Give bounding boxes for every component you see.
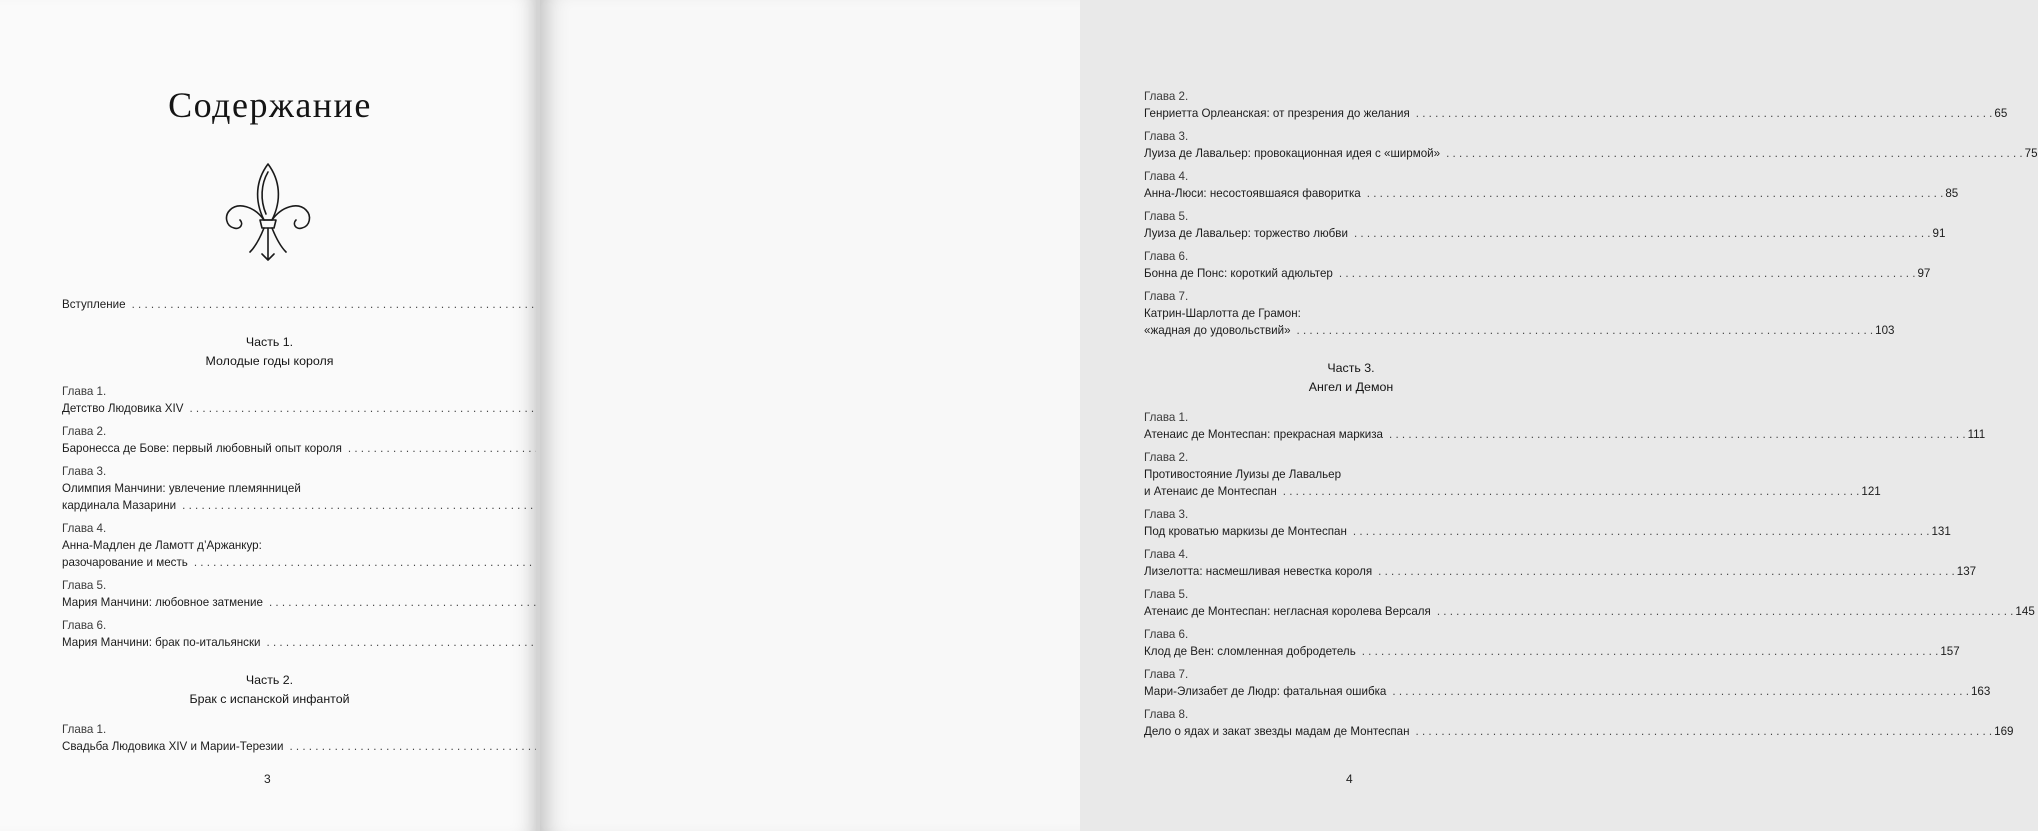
chapter-label: Глава 7. (1144, 290, 1189, 303)
chapter-label: Глава 5. (1144, 588, 1189, 601)
part-label: Часть 3. (1327, 361, 1375, 375)
entry-title: Анна-Люси: несостоявшаяся фаворитка (1144, 187, 1361, 200)
toc-entry[interactable] (62, 463, 477, 514)
toc-entry[interactable] (1144, 626, 1960, 660)
part-heading (62, 333, 477, 371)
part-label: Часть 1. (245, 335, 294, 349)
chapter-label: Глава 1. (62, 385, 107, 398)
chapter-label: Глава 2. (1144, 451, 1189, 464)
page-ref: 163 (1970, 685, 1991, 698)
entry-title: Клод де Вен: сломленная добродетель (1144, 645, 1356, 658)
toc-left (62, 296, 477, 761)
chapter-label: Глава 3. (62, 465, 107, 478)
chapter-label: Глава 4. (62, 522, 107, 535)
toc-right (1144, 88, 2038, 746)
chapter-label: Глава 4. (1144, 170, 1189, 183)
toc-entry[interactable] (1144, 409, 1986, 443)
right-page (540, 0, 2038, 831)
toc-entry[interactable] (1144, 586, 2035, 620)
fleur-de-lis-icon (220, 160, 316, 264)
page-ref: 97 (1917, 267, 1931, 280)
dot-leader (1283, 483, 1860, 500)
part-label: Часть 2. (245, 673, 294, 687)
page-ref: 85 (1945, 187, 1959, 200)
part-title: Брак с испанской инфантой (189, 692, 350, 706)
dot-leader (1354, 225, 1931, 242)
entry-title: Мария Манчини: любовное затмение (62, 596, 263, 609)
page-ref: 91 (1932, 227, 1946, 240)
toc-entry[interactable] (62, 520, 477, 571)
chapter-label: Глава 6. (62, 619, 107, 632)
chapter-label: Глава 2. (62, 425, 107, 438)
entry-title: Мария Манчини: брак по-итальянски (62, 636, 261, 649)
toc-entry[interactable] (62, 617, 477, 651)
chapter-label: Глава 2. (1144, 90, 1189, 103)
dot-leader (1392, 683, 1969, 700)
page-ref: 75 (2024, 147, 2038, 160)
entry-title: разочарование и месть (62, 556, 188, 569)
toc-entry[interactable] (1144, 288, 1895, 339)
toc-entry[interactable] (1144, 208, 1946, 242)
part-heading (62, 671, 477, 709)
dot-leader (1378, 563, 1955, 580)
entry-title: Противостояние Луизы де Лавальер (1144, 468, 1342, 481)
entry-title: Свадьба Людовика XIV и Марии-Терезии (62, 740, 284, 753)
left-page (0, 0, 536, 831)
chapter-label: Глава 1. (62, 723, 107, 736)
entry-title: Атенаис де Монтеспан: негласная королева Версаля (1144, 605, 1431, 618)
entry-title: Катрин-Шарлотта де Грамон: (1144, 307, 1301, 320)
page-number: 4 (1346, 772, 1353, 786)
page-ref: 103 (1875, 324, 1895, 337)
entry-title: Генриетта Орлеанская: от презрения до желания (1144, 107, 1410, 120)
entry-title: Мари-Элизабет де Людр: фатальная ошибка (1144, 685, 1387, 698)
dot-leader (1353, 523, 1930, 540)
chapter-label: Глава 1. (1144, 411, 1189, 424)
chapter-label: Глава 7. (1144, 668, 1189, 681)
page-ref: 137 (1956, 565, 1977, 578)
entry-title: «жадная до удовольствий» (1144, 324, 1291, 337)
toc-entry[interactable] (62, 383, 477, 417)
chapter-label: Глава 8. (1144, 708, 1189, 721)
chapter-label: Глава 4. (1144, 548, 1189, 561)
toc-entry[interactable] (1144, 449, 1881, 500)
page-ref: 145 (2015, 605, 2035, 618)
dot-leader (1446, 145, 2023, 162)
part-heading (1144, 359, 1558, 397)
page-ref: 111 (1967, 428, 1986, 441)
dot-leader (1362, 643, 1939, 660)
entry-title: Анна-Мадлен де Ламотт д’Аржанкур: (62, 539, 262, 552)
dot-leader (1367, 185, 1944, 202)
page-title: Содержание (168, 85, 372, 125)
page-ref: 157 (1940, 645, 1960, 658)
toc-entry[interactable] (1144, 666, 1991, 700)
entry-title: Луиза де Лавальер: торжество любви (1144, 227, 1348, 240)
dot-leader (1389, 426, 1966, 443)
entry-title: Бонна де Понс: короткий адюльтер (1144, 267, 1333, 280)
toc-entry[interactable] (1144, 248, 1931, 282)
toc-entry[interactable] (1144, 88, 2008, 122)
chapter-label: Глава 3. (1144, 508, 1189, 521)
toc-entry[interactable] (1144, 706, 2014, 740)
toc-entry[interactable] (1144, 128, 2038, 162)
toc-entry[interactable] (1144, 546, 1977, 580)
dot-leader (1297, 322, 1874, 339)
toc-entry[interactable] (62, 577, 477, 611)
page-ref: 131 (1931, 525, 1951, 538)
entry-title: Луиза де Лавальер: провокационная идея с «ширмой» (1144, 147, 1441, 160)
dot-leader (1339, 265, 1916, 282)
part-title: Молодые годы короля (205, 354, 334, 368)
entry-title: Детство Людовика XIV (62, 402, 184, 415)
entry-title: Атенаис де Монтеспан: прекрасная маркиза (1144, 428, 1383, 441)
entry-title: Баронесса де Бове: первый любовный опыт короля (62, 442, 342, 455)
page-ref: 169 (1994, 725, 2014, 738)
chapter-label: Глава 5. (62, 579, 107, 592)
entry-title: Дело о ядах и закат звезды мадам де Монтеспан (1144, 725, 1410, 738)
toc-entry-intro[interactable] (62, 296, 477, 313)
toc-entry[interactable] (1144, 168, 1959, 202)
entry-title: Олимпия Манчини: увлечение племянницей (62, 482, 301, 495)
dot-leader (1437, 603, 2014, 620)
page-number: 3 (264, 772, 271, 786)
chapter-label: Глава 5. (1144, 210, 1189, 223)
toc-entry[interactable] (1144, 506, 1951, 540)
part-title: Ангел и Демон (1308, 380, 1394, 394)
chapter-label: Глава 6. (1144, 250, 1189, 263)
entry-title: и Атенаис де Монтеспан (1144, 485, 1277, 498)
page-ref: 65 (1994, 107, 2008, 120)
entry-title: Вступление (62, 298, 126, 311)
chapter-label: Глава 3. (1144, 130, 1189, 143)
entry-title: кардинала Мазарини (62, 499, 177, 512)
page-ref: 121 (1861, 485, 1881, 498)
chapter-label: Глава 6. (1144, 628, 1189, 641)
entry-title: Под кроватью маркизы де Монтеспан (1144, 525, 1347, 538)
entry-title: Лизелотта: насмешливая невестка короля (1144, 565, 1373, 578)
dot-leader (1416, 105, 1993, 122)
toc-entry[interactable] (62, 721, 477, 755)
toc-entry[interactable] (62, 423, 477, 457)
dot-leader (1416, 723, 1993, 740)
